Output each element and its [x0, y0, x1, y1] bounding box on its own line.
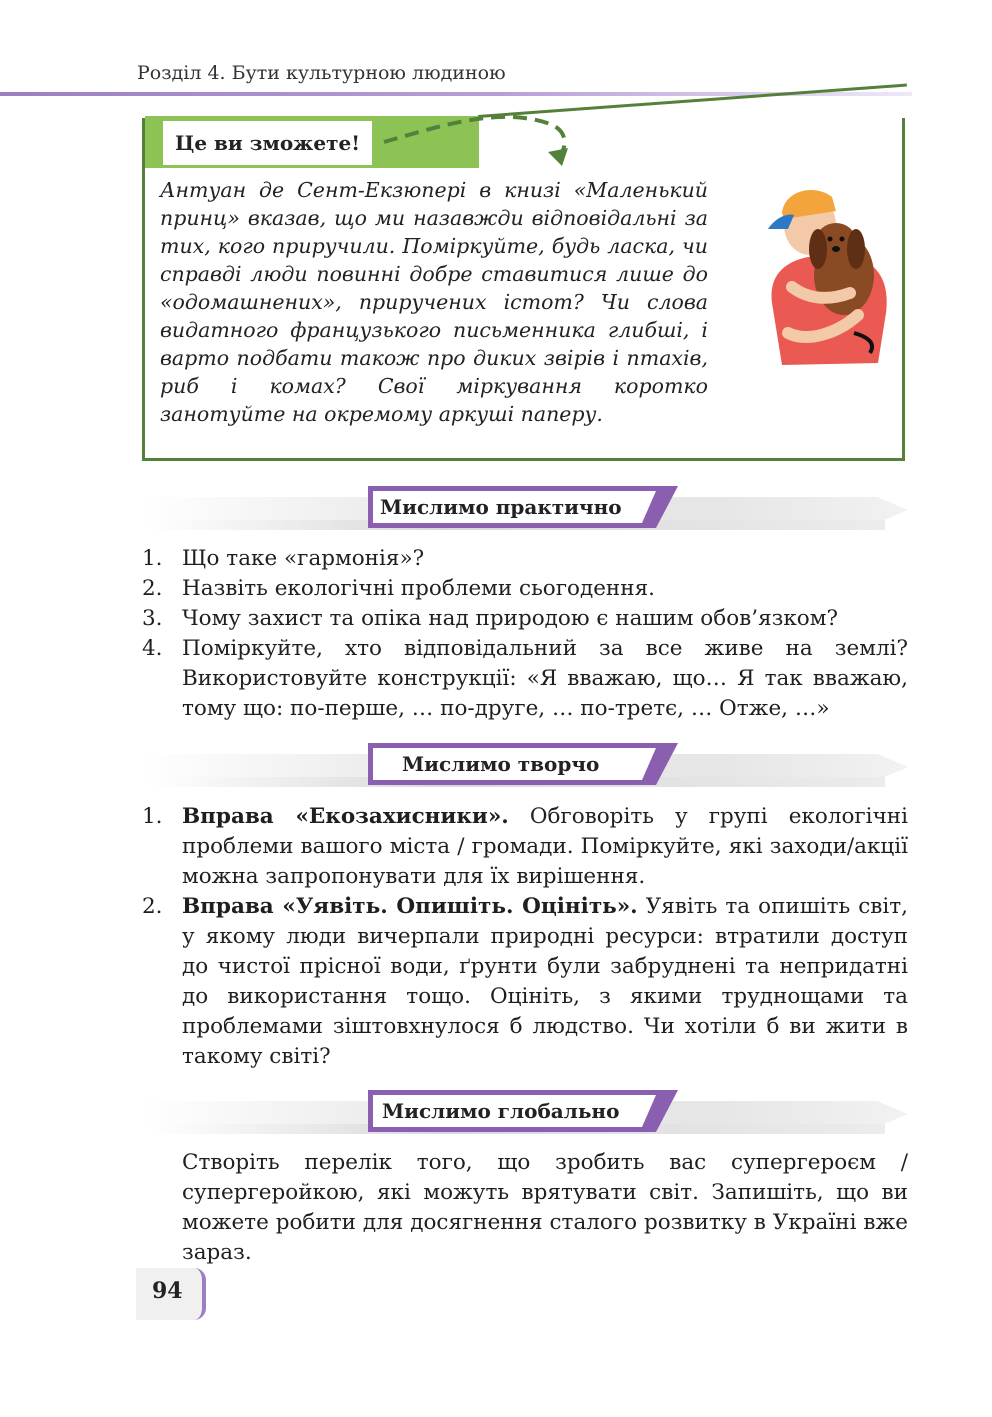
list-item: 3. Чому захист та опіка над природою є нашим обов’язком?	[142, 606, 839, 631]
page-header: Розділ 4. Бути культурною людиною	[137, 62, 506, 84]
practical-list	[140, 544, 908, 724]
creative-list	[140, 802, 908, 1072]
task-label: Це ви зможете!	[163, 121, 372, 165]
banner-practical	[140, 486, 908, 534]
global-task-text: Створіть перелік того, що зробить вас супергероєм / супергеройкою, які можуть врятувати світ. Запишіть, що ви можете робити для досягнення сталого розвитку в Україні вже зараз.	[182, 1150, 908, 1265]
banner-creative	[140, 743, 908, 791]
page-number: 94	[152, 1278, 183, 1304]
list-item: 1. Вправа «Екозахисники». Обговоріть у групі екологічні проблеми вашого міста / громади. Поміркуйте, які заходи/акції можна запропонувати для їх вирішення.	[142, 804, 908, 889]
list-item: 1. Що таке «гармонія»?	[142, 546, 425, 571]
list-item: 4. Поміркуйте, хто відповідальний за все живе на землі? Використовуйте конструкції: «Я вважаю, що… Я так вважаю, тому що: по-перше, … по-друге, … по-третє, … Отже, …»	[142, 636, 908, 721]
list-item: 2. Назвіть екологічні проблеми сьогодення.	[142, 576, 655, 601]
section-title-creative: Мислимо творчо	[402, 752, 600, 776]
boy-with-dog-illustration	[758, 183, 898, 373]
section-title-practical: Мислимо практично	[380, 495, 622, 519]
list-item: 2. Вправа «Уявіть. Опишіть. Оцініть». Уявіть та опишіть світ, у якому люди вичерпали природні ресурси: втратили доступ до чистої прісної води, ґрунти були забруднені та непридатні до використання тощо. Оцініть, з якими труднощами та проблемами зіштовхнулося б людство. Чи хотіли б ви жити в такому світі?	[142, 894, 908, 1069]
section-title-global: Мислимо глобально	[382, 1099, 620, 1123]
banner-global	[140, 1090, 908, 1138]
task-text: Антуан де Сент-Екзюпері в книзі «Маленький принц» вказав, що ми назавжди відповідальні за тих, кого приручили. Поміркуйте, будь ласка, чи справді люди повинні добре ставитися лише до «одомашнених», приручених істот? Чи слова видатного французького письменника глибші, і варто подбати також про диких звірів і птахів, риб і комах? Свої міркування коротко занотуйте на окремому аркуші паперу.	[160, 178, 708, 426]
dashed-curved-arrow-icon	[380, 112, 580, 172]
